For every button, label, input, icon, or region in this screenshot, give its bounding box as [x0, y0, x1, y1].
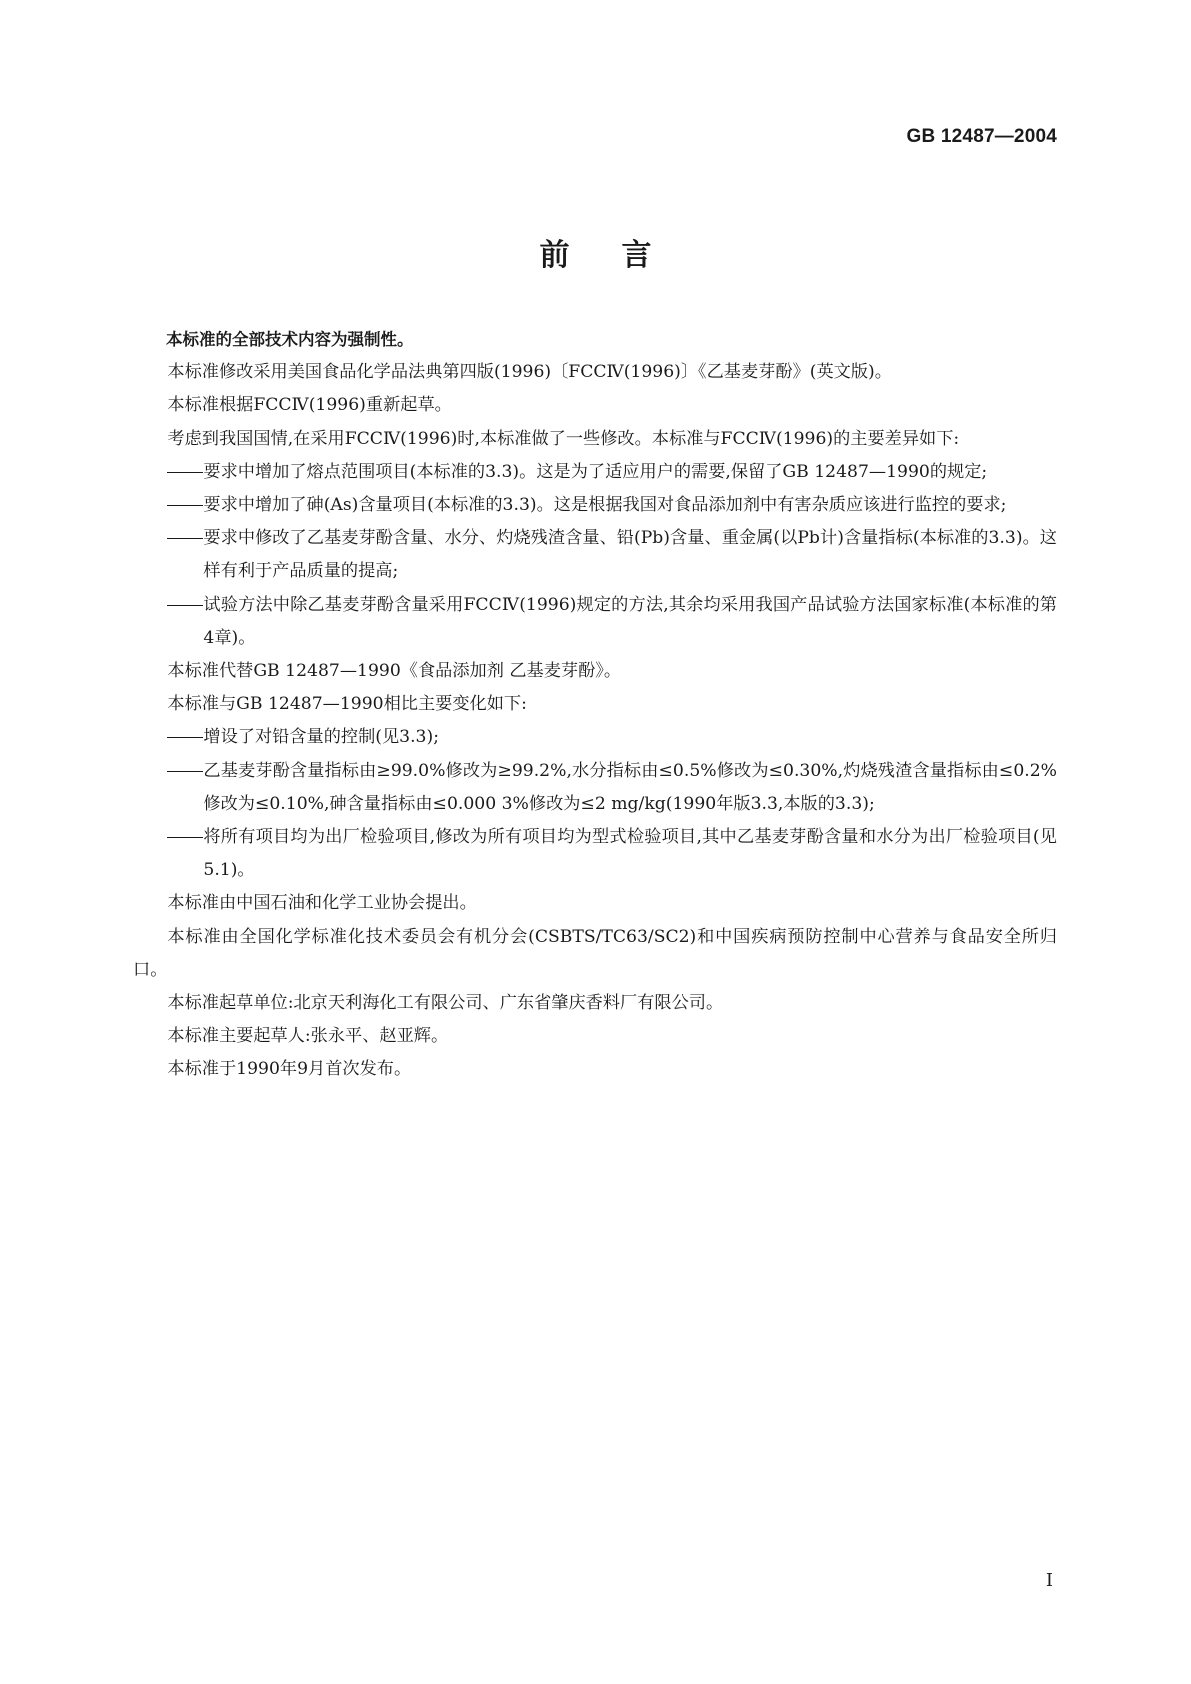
- dash-item-lead-control: 增设了对铅含量的控制(见3.3);: [133, 721, 1057, 754]
- page-title: 前言: [539, 238, 704, 273]
- dash-item-test-methods: 试验方法中除乙基麦芽酚含量采用FCCⅣ(1996)规定的方法,其余均采用我国产品试验方法国家标准(本标准的第4章)。: [133, 589, 1057, 655]
- paragraph-mandatory: 本标准的全部技术内容为强制性。: [166, 330, 414, 349]
- paragraph-redrafted: 本标准根据FCCⅣ(1996)重新起草。: [167, 395, 452, 416]
- paragraph-changes-intro: 本标准与GB 12487—1990相比主要变化如下:: [167, 694, 527, 715]
- paragraph-adoption: 本标准修改采用美国食品化学品法典第四版(1996)〔FCCⅣ(1996)〕《乙基麦芽酚》(英文版)。: [167, 362, 892, 383]
- standard-number: GB 12487—2004: [906, 126, 1057, 147]
- dash-item-index-changes: 乙基麦芽酚含量指标由≥99.0%修改为≥99.2%,水分指标由≤0.5%修改为≤0.30%,灼烧残渣含量指标由≤0.2%修改为≤0.10%,砷含量指标由≤0.000 3%修改为≤2 mg/kg(1990年版3.3,本版的3.3);: [133, 755, 1057, 821]
- paragraph-first-issued: 本标准于1990年9月首次发布。: [167, 1059, 412, 1080]
- dash-item-modified-indices: 要求中修改了乙基麦芽酚含量、水分、灼烧残渣含量、铅(Pb)含量、重金属(以Pb计)含量指标(本标准的3.3)。这样有利于产品质量的提高;: [133, 522, 1057, 588]
- foreword-body: [133, 323, 1057, 1087]
- page-number: I: [1045, 1570, 1053, 1591]
- paragraph-replaces: 本标准代替GB 12487—1990《食品添加剂 乙基麦芽酚》。: [167, 661, 622, 682]
- paragraph-drafters: 本标准主要起草人:张永平、赵亚辉。: [167, 1026, 449, 1047]
- paragraph-proposed-by: 本标准由中国石油和化学工业协会提出。: [167, 893, 477, 914]
- dash-item-inspection-items: 将所有项目均为出厂检验项目,修改为所有项目均为型式检验项目,其中乙基麦芽酚含量和水分为出厂检验项目(见5.1)。: [133, 821, 1057, 887]
- dash-item-melting-range: 要求中增加了熔点范围项目(本标准的3.3)。这是为了适应用户的需要,保留了GB 12487—1990的规定;: [133, 456, 1057, 489]
- dash-item-arsenic: 要求中增加了砷(As)含量项目(本标准的3.3)。这是根据我国对食品添加剂中有害杂质应该进行监控的要求;: [133, 489, 1057, 522]
- paragraph-differences-intro: 考虑到我国国情,在采用FCCⅣ(1996)时,本标准做了一些修改。本标准与FCCⅣ(1996)的主要差异如下:: [167, 428, 960, 449]
- paragraph-centralized-by: 本标准由全国化学标准化技术委员会有机分会(CSBTS/TC63/SC2)和中国疾病预防控制中心营养与食品安全所归口。: [133, 926, 1057, 980]
- paragraph-drafting-units: 本标准起草单位:北京天利海化工有限公司、广东省肇庆香料厂有限公司。: [167, 993, 724, 1014]
